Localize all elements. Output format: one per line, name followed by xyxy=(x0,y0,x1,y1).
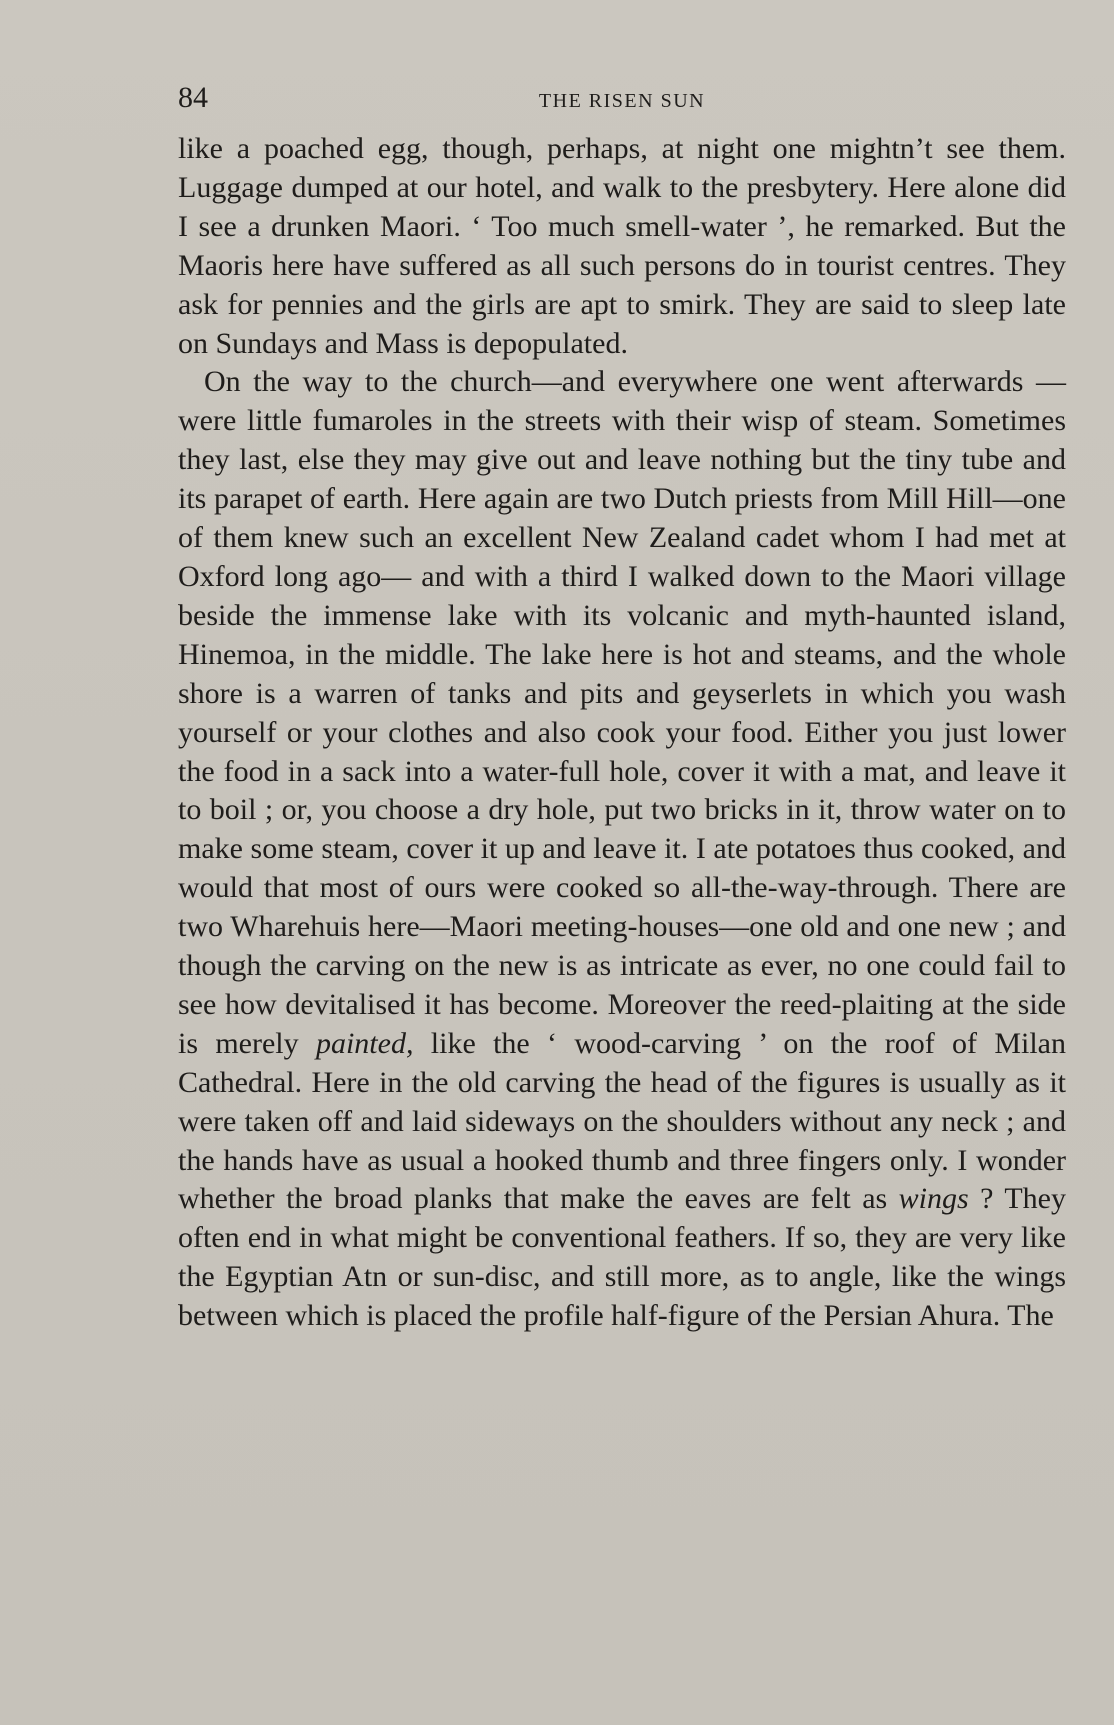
book-page xyxy=(178,78,1066,1336)
paragraph-text: like a poached egg, though, perhaps, at night one mightn’t see them. Luggage dumped at our hotel, and walk to the presbytery. Here alone did I see a drunken Maori. ‘ Too much smell-water ’, he remarked. But the Maoris here have suffered as all such persons do in tourist centres. They ask for pennies and the girls are apt to smirk. They are said to sleep late on Sundays and Mass is depopulated. xyxy=(178,132,1066,360)
page-number: 84 xyxy=(178,81,208,114)
running-head xyxy=(178,78,1066,126)
paragraph-text: ? They often end in what might be conventional feathers. If so, they are very like the Egyptian Atn or sun-disc, and still more, as to angle, like the wings between which is placed the profile half-figure of the Persian Ahura. The xyxy=(178,1182,1066,1333)
running-title: THE RISEN SUN xyxy=(538,90,706,112)
paragraph xyxy=(178,363,1066,1336)
paragraph-text: like the ‘ wood-carving ’ on the roof of Milan Cathedral. Here in the old carving the head of the figures is usually as it were taken off and laid sideways on the shoulders without any neck ; and the hands have as usual a hooked thumb and three fingers only. I wonder whether the broad planks that make the eaves are felt as xyxy=(178,1026,1066,1216)
paragraph-text: On the way to the church—and everywhere one went afterwards —were little fumaroles in the streets with their wisp of steam. Sometimes they last, else they may give out and leave nothing but the tiny tube and its parapet of earth. Here again are two Dutch priests from Mill Hill—one of them knew such an excellent New Zealand cadet whom I had met at Oxford long ago— and with a third I walked down to the Maori village beside the immense lake with its volcanic and myth-haunted island, Hinemoa, in the middle. The lake here is hot and steams, and the whole shore is a warren of tanks and pits and geyserlets in which you wash yourself or your clothes and also cook your food. Either you just lower the food in a sack into a water-full hole, cover it with a mat, and leave it to boil ; or, you choose a dry hole, put two bricks in it, throw water on to make some steam, cover it up and leave it. I ate potatoes thus cooked, and would that most of ours were cooked so all-the-way-through. There are two Wharehuis here—Maori meeting-houses—one old and one new ; and though the carving on the new is as intricate as ever, no one could fail to see how devitalised it has become. Moreover the reed-plaiting at the side is merely xyxy=(178,365,1066,1060)
body-text xyxy=(178,130,1066,1336)
italic-text: wings xyxy=(898,1182,969,1216)
paragraph-continued xyxy=(178,130,1066,363)
italic-text: painted, xyxy=(315,1026,414,1060)
